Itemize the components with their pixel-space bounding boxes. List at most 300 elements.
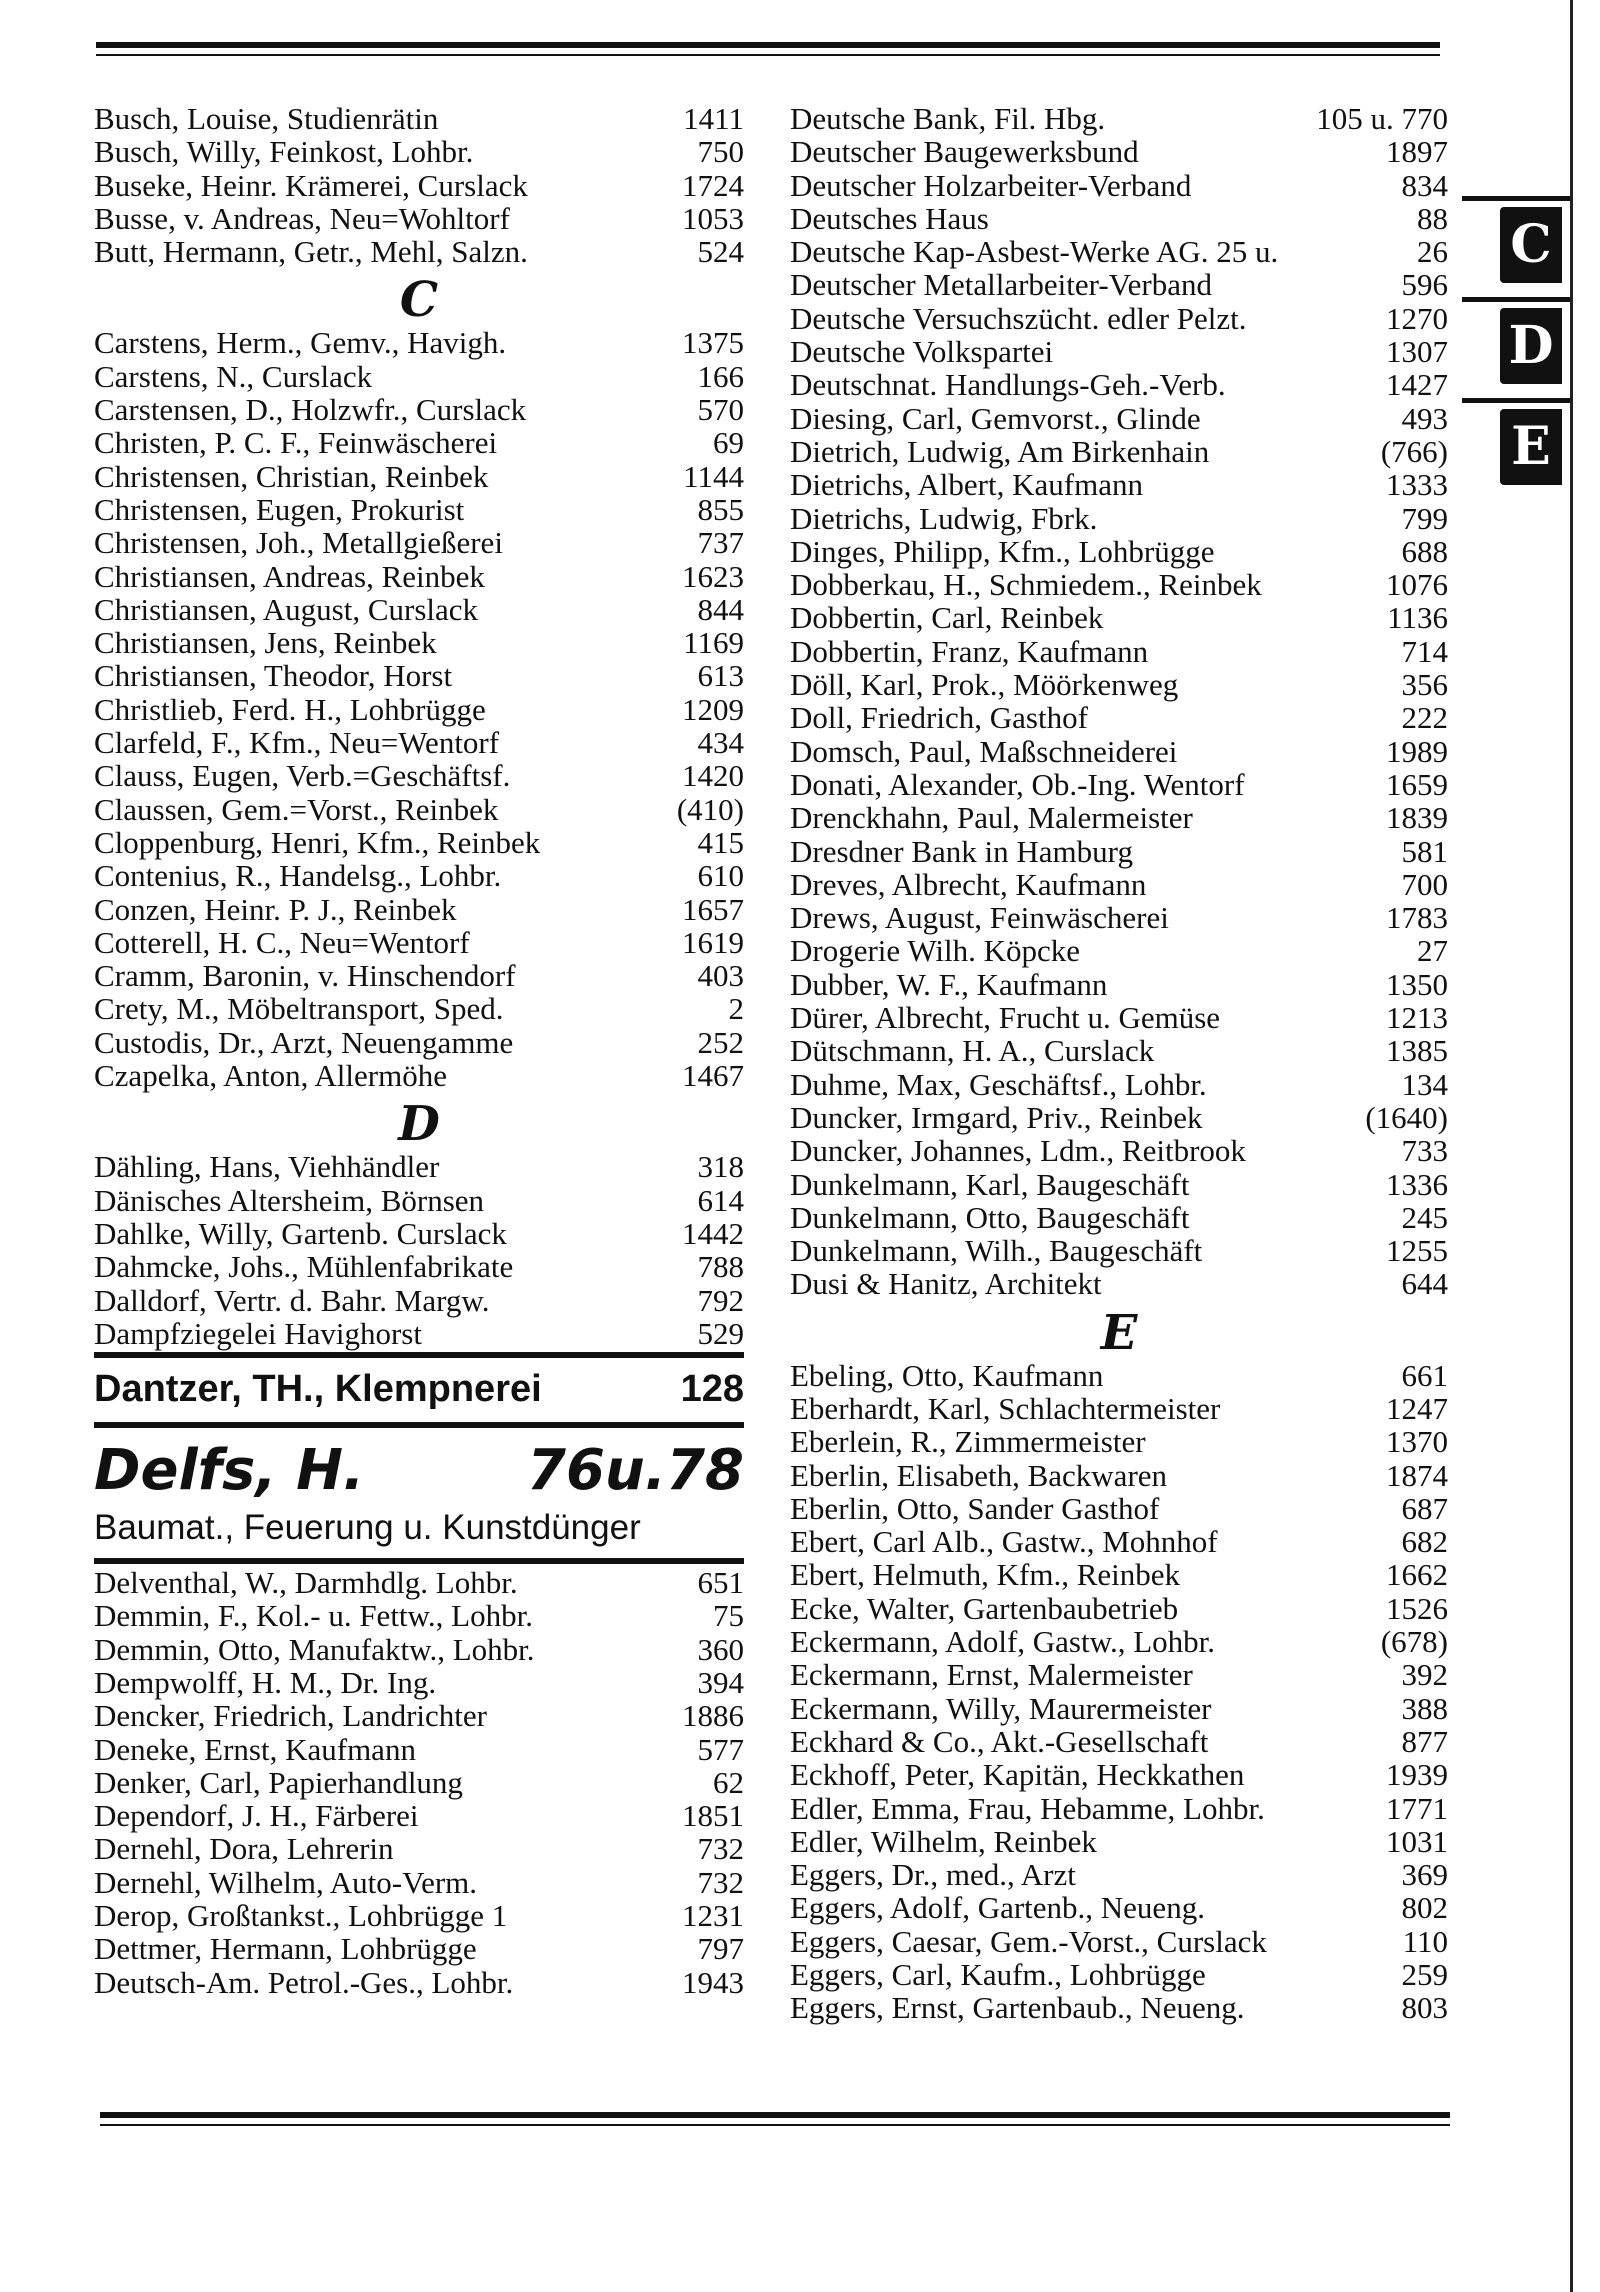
- entry-name: Christensen, Christian, Reinbek: [94, 458, 489, 494]
- entry-phone-number: 1333: [1386, 467, 1448, 503]
- entry-name: Drenckhahn, Paul, Malermeister: [790, 800, 1193, 836]
- directory-entry: [94, 1150, 744, 1183]
- entry-name: Deutsche Kap-Asbest-Werke AG. 25 u.: [790, 234, 1279, 270]
- entry-name: Dusi & Hanitz, Architekt: [790, 1266, 1102, 1302]
- directory-entry: [94, 493, 744, 526]
- tab-letter: C: [1500, 207, 1562, 283]
- directory-entry: [790, 468, 1448, 501]
- entry-phone-number: 493: [1401, 400, 1448, 436]
- entry-name: Clauss, Eugen, Verb.=Geschäftsf.: [94, 758, 511, 794]
- directory-entry: [790, 1359, 1448, 1392]
- entry-name: Drews, August, Feinwäscherei: [790, 900, 1169, 936]
- directory-entry: [790, 1492, 1448, 1525]
- directory-entry: [790, 1134, 1448, 1167]
- directory-entry: [94, 1699, 744, 1732]
- letter-tabs: [1462, 196, 1572, 499]
- entry-name: Ebert, Carl Alb., Gastw., Mohnhof: [790, 1524, 1218, 1560]
- directory-entry: [790, 1234, 1448, 1267]
- entry-name: Dähling, Hans, Viehhändler: [94, 1149, 440, 1185]
- directory-entry: [94, 202, 744, 235]
- entry-name: Edler, Emma, Frau, Hebamme, Lohbr.: [790, 1790, 1265, 1826]
- directory-entry: [790, 1758, 1448, 1791]
- bottom-rule-thin: [100, 2124, 1450, 2126]
- directory-entry: [94, 1633, 744, 1666]
- directory-entry: [790, 1625, 1448, 1658]
- directory-entry: [790, 268, 1448, 301]
- directory-entry: [94, 326, 744, 359]
- top-rule: [96, 42, 1440, 48]
- entry-name: Eggers, Carl, Kaufm., Lohbrügge: [790, 1957, 1206, 1993]
- directory-entry: [94, 1250, 744, 1283]
- entry-name: Carstens, Herm., Gemv., Havigh.: [94, 325, 507, 361]
- entry-name: Duncker, Johannes, Ldm., Reitbrook: [790, 1133, 1246, 1169]
- entry-name: Dernehl, Wilhelm, Auto-Verm.: [94, 1864, 478, 1900]
- entry-name: Dresdner Bank in Hamburg: [790, 833, 1133, 869]
- entry-phone-number: 844: [697, 591, 744, 627]
- entry-name: Donati, Alexander, Ob.-Ing. Wentorf: [790, 766, 1245, 802]
- directory-entry: [790, 1891, 1448, 1924]
- entry-name: Dobberkau, H., Schmiedem., Reinbek: [790, 567, 1262, 603]
- entry-name: Deutsche Versuchszücht. edler Pelzt.: [790, 300, 1247, 336]
- ad-phone-number: 76u.78: [527, 1438, 744, 1504]
- entry-phone-number: 1989: [1386, 733, 1448, 769]
- entry-phone-number: 1839: [1386, 800, 1448, 836]
- entry-phone-number: 834: [1401, 167, 1448, 203]
- entry-name: Ebert, Helmuth, Kfm., Reinbek: [790, 1557, 1180, 1593]
- entry-name: Carstens, N., Curslack: [94, 358, 373, 394]
- entry-phone-number: 62: [713, 1764, 744, 1800]
- entry-phone-number: 26: [1417, 234, 1448, 270]
- entry-name: Eberlein, R., Zimmermeister: [790, 1424, 1146, 1460]
- directory-entry: [94, 1899, 744, 1932]
- entry-name: Dunkelmann, Karl, Baugeschäft: [790, 1166, 1190, 1202]
- directory-entry: [94, 693, 744, 726]
- directory-entry: [94, 102, 744, 135]
- entry-phone-number: 855: [697, 491, 744, 527]
- left-column: [94, 102, 744, 1999]
- directory-entry: [790, 502, 1448, 535]
- directory-entry: [790, 435, 1448, 468]
- directory-entry: [94, 826, 744, 859]
- entry-phone-number: 700: [1401, 866, 1448, 902]
- entry-name: Cramm, Baronin, v. Hinschendorf: [94, 958, 516, 994]
- entry-name: Ecke, Walter, Gartenbaubetrieb: [790, 1590, 1179, 1626]
- entry-phone-number: 166: [697, 358, 744, 394]
- entry-phone-number: 1209: [682, 691, 744, 727]
- entry-phone-number: (410): [676, 791, 744, 827]
- advertisement-entry: [94, 1430, 744, 1556]
- entry-phone-number: 1420: [682, 758, 744, 794]
- entry-phone-number: 1467: [682, 1058, 744, 1094]
- entry-name: Christiansen, Andreas, Reinbek: [94, 558, 485, 594]
- directory-entry: [790, 801, 1448, 834]
- entry-name: Dernehl, Dora, Lehrerin: [94, 1831, 394, 1867]
- directory-entry: [790, 635, 1448, 668]
- directory-entry: [94, 169, 744, 202]
- entry-phone-number: 415: [697, 824, 744, 860]
- entry-phone-number: 687: [1401, 1490, 1448, 1526]
- entry-name: Eggers, Dr., med., Arzt: [790, 1857, 1076, 1893]
- directory-entry: [790, 1958, 1448, 1991]
- entry-name: Eggers, Adolf, Gartenb., Neueng.: [790, 1890, 1205, 1926]
- entry-phone-number: 1659: [1386, 766, 1448, 802]
- entry-phone-number: 651: [697, 1565, 744, 1601]
- entry-name: Christensen, Joh., Metallgießerei: [94, 525, 503, 561]
- entry-name: Demmin, Otto, Manufaktw., Lohbr.: [94, 1631, 535, 1667]
- entry-phone-number: 392: [1401, 1657, 1448, 1693]
- directory-entry: [790, 1925, 1448, 1958]
- entry-phone-number: 403: [697, 958, 744, 994]
- entry-phone-number: 732: [697, 1864, 744, 1900]
- entry-name: Christen, P. C. F., Feinwäscherei: [94, 425, 498, 461]
- entry-phone-number: 788: [697, 1249, 744, 1285]
- entry-phone-number: 714: [1401, 633, 1448, 669]
- entry-name: Eberlin, Elisabeth, Backwaren: [790, 1457, 1168, 1493]
- directory-entry: [790, 235, 1448, 268]
- entry-phone-number: 1255: [1386, 1233, 1448, 1269]
- directory-entry: [790, 402, 1448, 435]
- entry-name: Ebeling, Otto, Kaufmann: [790, 1357, 1104, 1393]
- directory-entry: [94, 1059, 744, 1092]
- entry-phone-number: 27: [1417, 933, 1448, 969]
- entry-name: Derop, Großtankst., Lohbrügge 1: [94, 1898, 508, 1934]
- entry-phone-number: 2: [728, 991, 744, 1027]
- directory-entry: [94, 1599, 744, 1632]
- entry-phone-number: 105 u. 770: [1316, 101, 1448, 136]
- directory-entry: [790, 135, 1448, 168]
- entry-name: Dinges, Philipp, Kfm., Lohbrügge: [790, 533, 1215, 569]
- tab-letter: D: [1500, 308, 1562, 384]
- directory-entry: [790, 668, 1448, 701]
- directory-entry: [94, 1832, 744, 1865]
- entry-name: Deutsches Haus: [790, 200, 989, 236]
- entry-phone-number: 797: [697, 1931, 744, 1967]
- directory-entry: [790, 102, 1448, 135]
- entry-name: Eckermann, Ernst, Malermeister: [790, 1657, 1193, 1693]
- directory-entry: [94, 1866, 744, 1899]
- entry-name: Custodis, Dr., Arzt, Neuengamme: [94, 1024, 514, 1060]
- ad-description: Baumat., Feuerung u. Kunstdünger: [94, 1508, 641, 1548]
- directory-entry: [790, 1558, 1448, 1591]
- entry-phone-number: 1943: [682, 1964, 744, 2000]
- directory-entry: [94, 1666, 744, 1699]
- directory-entry: [790, 1267, 1448, 1300]
- entry-name: Dempwolff, H. M., Dr. Ing.: [94, 1664, 437, 1700]
- entry-phone-number: 524: [697, 234, 744, 270]
- directory-entry: [94, 426, 744, 459]
- directory-entry: [94, 1966, 744, 1999]
- entry-phone-number: (766): [1380, 433, 1448, 469]
- entry-phone-number: 737: [697, 525, 744, 561]
- entry-phone-number: 688: [1401, 533, 1448, 569]
- entry-phone-number: 1783: [1386, 900, 1448, 936]
- entry-phone-number: 1213: [1386, 1000, 1448, 1036]
- entry-phone-number: 614: [697, 1182, 744, 1218]
- directory-entry: [94, 1184, 744, 1217]
- directory-entry: [790, 601, 1448, 634]
- directory-entry: [790, 1825, 1448, 1858]
- entry-name: Diesing, Carl, Gemvorst., Glinde: [790, 400, 1201, 436]
- entry-phone-number: 1886: [682, 1698, 744, 1734]
- directory-entry: [94, 659, 744, 692]
- entry-name: Contenius, R., Handelsg., Lohbr.: [94, 858, 502, 894]
- entry-phone-number: 1619: [682, 924, 744, 960]
- entry-phone-number: 1874: [1386, 1457, 1448, 1493]
- entry-phone-number: (1640): [1365, 1099, 1448, 1135]
- entry-phone-number: 682: [1401, 1524, 1448, 1560]
- advertisement-entry: [94, 1360, 744, 1420]
- directory-entry: [790, 535, 1448, 568]
- directory-entry: [790, 1858, 1448, 1891]
- entry-name: Deutsche Bank, Fil. Hbg.: [790, 101, 1106, 136]
- directory-entry: [790, 934, 1448, 967]
- entry-name: Deutsch-Am. Petrol.-Ges., Lohbr.: [94, 1964, 514, 2000]
- entry-name: Dampfziegelei Havighorst: [94, 1315, 422, 1351]
- entry-phone-number: 1247: [1386, 1390, 1448, 1426]
- entry-phone-number: 1307: [1386, 334, 1448, 370]
- ad-divider-rule: [94, 1558, 744, 1564]
- entry-phone-number: 1411: [683, 101, 744, 136]
- entry-phone-number: 802: [1401, 1890, 1448, 1926]
- entry-name: Dahlke, Willy, Gartenb. Curslack: [94, 1215, 507, 1251]
- entry-phone-number: 877: [1401, 1723, 1448, 1759]
- directory-entry: [94, 526, 744, 559]
- entry-phone-number: 434: [697, 725, 744, 761]
- entry-phone-number: 750: [697, 134, 744, 170]
- directory-entry: [790, 1068, 1448, 1101]
- entry-phone-number: 222: [1401, 700, 1448, 736]
- entry-name: Eggers, Caesar, Gem.-Vorst., Curslack: [790, 1923, 1267, 1959]
- directory-entry: [790, 901, 1448, 934]
- entry-name: Dobbertin, Franz, Kaufmann: [790, 633, 1149, 669]
- entry-phone-number: 75: [713, 1598, 744, 1634]
- entry-phone-number: 88: [1417, 200, 1448, 236]
- directory-entry: [790, 1592, 1448, 1625]
- entry-phone-number: 529: [697, 1315, 744, 1351]
- entry-phone-number: 1336: [1386, 1166, 1448, 1202]
- entry-name: Deutscher Baugewerksbund: [790, 134, 1139, 170]
- entry-name: Dietrich, Ludwig, Am Birkenhain: [790, 433, 1210, 469]
- entry-phone-number: (678): [1380, 1624, 1448, 1660]
- directory-entry: [94, 1799, 744, 1832]
- entry-name: Christiansen, August, Curslack: [94, 591, 479, 627]
- entry-name: Duhme, Max, Geschäftsf., Lohbr.: [790, 1066, 1207, 1102]
- directory-entry: [790, 202, 1448, 235]
- entry-phone-number: 661: [1401, 1357, 1448, 1393]
- directory-entry: [790, 1658, 1448, 1691]
- ad-name: Delfs, H.: [94, 1438, 365, 1504]
- entry-phone-number: 792: [697, 1282, 744, 1318]
- entry-name: Eckermann, Willy, Maurermeister: [790, 1690, 1212, 1726]
- entry-name: Duncker, Irmgard, Priv., Reinbek: [790, 1099, 1203, 1135]
- tab-letter: E: [1500, 409, 1562, 485]
- entry-name: Deutsche Volkspartei: [790, 334, 1054, 370]
- entry-name: Claussen, Gem.=Vorst., Reinbek: [94, 791, 499, 827]
- entry-name: Deutschnat. Handlungs-Geh.-Verb.: [790, 367, 1226, 403]
- entry-name: Dettmer, Hermann, Lohbrügge: [94, 1931, 477, 1967]
- entry-name: Dencker, Friedrich, Landrichter: [94, 1698, 487, 1734]
- entry-phone-number: 613: [697, 658, 744, 694]
- entry-phone-number: 1076: [1386, 567, 1448, 603]
- entry-name: Dobbertin, Carl, Reinbek: [790, 600, 1104, 636]
- entry-name: Eckermann, Adolf, Gastw., Lohbr.: [790, 1624, 1216, 1660]
- entry-name: Clarfeld, F., Kfm., Neu=Wentorf: [94, 725, 500, 761]
- directory-entry: [790, 169, 1448, 202]
- entry-name: Eckhoff, Peter, Kapitän, Heckkathen: [790, 1757, 1245, 1793]
- entry-name: Dietrichs, Ludwig, Fbrk.: [790, 500, 1098, 536]
- entry-phone-number: 134: [1401, 1066, 1448, 1102]
- directory-entry: [790, 1425, 1448, 1458]
- section-letter-heading: C: [399, 272, 439, 329]
- entry-name: Dependorf, J. H., Färberei: [94, 1798, 419, 1834]
- entry-name: Dubber, W. F., Kaufmann: [790, 966, 1108, 1002]
- ad-divider-rule: [94, 1352, 744, 1358]
- entry-phone-number: 799: [1401, 500, 1448, 536]
- directory-entry: [94, 1733, 744, 1766]
- entry-name: Dürer, Albrecht, Frucht u. Gemüse: [790, 1000, 1221, 1036]
- entry-phone-number: 1169: [683, 625, 744, 661]
- entry-name: Christensen, Eugen, Prokurist: [94, 491, 465, 527]
- entry-phone-number: 1771: [1386, 1790, 1448, 1826]
- entry-name: Busch, Willy, Feinkost, Lohbr.: [94, 134, 474, 170]
- entry-name: Domsch, Paul, Maßschneiderei: [790, 733, 1178, 769]
- entry-phone-number: 1350: [1386, 966, 1448, 1002]
- entry-name: Doll, Friedrich, Gasthof: [790, 700, 1088, 736]
- entry-name: Busse, v. Andreas, Neu=Wohltorf: [94, 200, 510, 236]
- entry-phone-number: 318: [697, 1149, 744, 1185]
- directory-entry: [790, 1792, 1448, 1825]
- directory-entry: [790, 1101, 1448, 1134]
- directory-entry: [94, 235, 744, 268]
- entry-name: Deutscher Metallarbeiter-Verband: [790, 267, 1212, 303]
- entry-phone-number: 360: [697, 1631, 744, 1667]
- directory-entry: [94, 1766, 744, 1799]
- entry-name: Döll, Karl, Prok., Möörkenweg: [790, 667, 1179, 703]
- letter-tab: [1462, 398, 1572, 491]
- directory-entry: [94, 593, 744, 626]
- entry-phone-number: 1724: [682, 167, 744, 203]
- entry-phone-number: 110: [1402, 1923, 1448, 1959]
- entry-phone-number: 570: [697, 392, 744, 428]
- entry-phone-number: 1031: [1386, 1823, 1448, 1859]
- directory-entry: [790, 835, 1448, 868]
- entry-name: Butt, Hermann, Getr., Mehl, Salzn.: [94, 234, 528, 270]
- entry-name: Carstensen, D., Holzwfr., Curslack: [94, 392, 527, 428]
- directory-entry: [94, 460, 744, 493]
- directory-entry: [94, 1932, 744, 1965]
- entry-name: Dunkelmann, Wilh., Baugeschäft: [790, 1233, 1203, 1269]
- entry-phone-number: 1897: [1386, 134, 1448, 170]
- entry-name: Dalldorf, Vertr. d. Bahr. Margw.: [94, 1282, 490, 1318]
- directory-entry: [94, 626, 744, 659]
- ad-name: Dantzer, TH., Klempnerei: [94, 1368, 542, 1411]
- entry-phone-number: 1526: [1386, 1590, 1448, 1626]
- entry-phone-number: 644: [1401, 1266, 1448, 1302]
- entry-name: Christiansen, Theodor, Horst: [94, 658, 453, 694]
- directory-entry: [790, 1168, 1448, 1201]
- entry-name: Dreves, Albrecht, Kaufmann: [790, 866, 1147, 902]
- directory-entry: [94, 1026, 744, 1059]
- entry-phone-number: 596: [1401, 267, 1448, 303]
- directory-entry: [94, 393, 744, 426]
- entry-name: Crety, M., Möbeltransport, Sped.: [94, 991, 504, 1027]
- directory-entry: [94, 1217, 744, 1250]
- entry-phone-number: 610: [697, 858, 744, 894]
- directory-entry: [790, 1525, 1448, 1558]
- entry-name: Dietrichs, Albert, Kaufmann: [790, 467, 1143, 503]
- entry-phone-number: 581: [1401, 833, 1448, 869]
- entry-name: Cloppenburg, Henri, Kfm., Reinbek: [94, 824, 541, 860]
- directory-entry: [790, 735, 1448, 768]
- letter-tab: [1462, 196, 1572, 289]
- entry-phone-number: 388: [1401, 1690, 1448, 1726]
- section-letter-heading: D: [398, 1096, 440, 1153]
- entry-name: Dänisches Altersheim, Börnsen: [94, 1182, 485, 1218]
- entry-name: Christiansen, Jens, Reinbek: [94, 625, 437, 661]
- entry-name: Christlieb, Ferd. H., Lohbrügge: [94, 691, 486, 727]
- entry-phone-number: 356: [1401, 667, 1448, 703]
- directory-entry: [790, 1001, 1448, 1034]
- directory-entry: [94, 1284, 744, 1317]
- entry-name: Edler, Wilhelm, Reinbek: [790, 1823, 1097, 1859]
- entry-phone-number: 1370: [1386, 1424, 1448, 1460]
- entry-name: Drogerie Wilh. Köpcke: [790, 933, 1081, 969]
- entry-name: Dunkelmann, Otto, Baugeschäft: [790, 1199, 1190, 1235]
- directory-entry: [94, 1317, 744, 1350]
- bottom-rule: [100, 2112, 1450, 2118]
- directory-entry: [790, 1392, 1448, 1425]
- entry-name: Deutscher Holzarbeiter-Verband: [790, 167, 1192, 203]
- directory-entry: [790, 1459, 1448, 1492]
- ad-divider-rule: [94, 1422, 744, 1428]
- directory-entry: [790, 968, 1448, 1001]
- entry-name: Eggers, Ernst, Gartenbaub., Neueng.: [790, 1990, 1245, 2026]
- ad-phone-number: 128: [680, 1368, 744, 1411]
- directory-entry: [94, 959, 744, 992]
- directory-entry: [94, 893, 744, 926]
- entry-name: Eckhard & Co., Akt.-Gesellschaft: [790, 1723, 1209, 1759]
- entry-phone-number: 1053: [682, 200, 744, 236]
- entry-name: Buseke, Heinr. Krämerei, Curslack: [94, 167, 528, 203]
- entry-phone-number: 1144: [683, 458, 744, 494]
- directory-entry: [790, 302, 1448, 335]
- entry-phone-number: 69: [713, 425, 744, 461]
- entry-phone-number: 577: [697, 1731, 744, 1767]
- entry-phone-number: 394: [697, 1664, 744, 1700]
- directory-entry: [790, 1201, 1448, 1234]
- directory-entry: [790, 1991, 1448, 2024]
- entry-phone-number: 1623: [682, 558, 744, 594]
- directory-entry: [790, 368, 1448, 401]
- directory-entry: [94, 1566, 744, 1599]
- section-letter-heading: E: [1100, 1304, 1138, 1361]
- directory-entry: [790, 768, 1448, 801]
- entry-phone-number: 259: [1401, 1957, 1448, 1993]
- top-rule-thin: [96, 54, 1440, 56]
- entry-name: Conzen, Heinr. P. J., Reinbek: [94, 891, 457, 927]
- entry-name: Czapelka, Anton, Allermöhe: [94, 1058, 447, 1094]
- directory-entry: [94, 726, 744, 759]
- directory-entry: [94, 135, 744, 168]
- directory-entry: [790, 701, 1448, 734]
- directory-entry: [790, 335, 1448, 368]
- directory-entry: [790, 1725, 1448, 1758]
- directory-entry: [790, 1034, 1448, 1067]
- entry-name: Eberhardt, Karl, Schlachtermeister: [790, 1390, 1221, 1426]
- entry-phone-number: 1939: [1386, 1757, 1448, 1793]
- entry-name: Deneke, Ernst, Kaufmann: [94, 1731, 416, 1767]
- directory-entry: [94, 859, 744, 892]
